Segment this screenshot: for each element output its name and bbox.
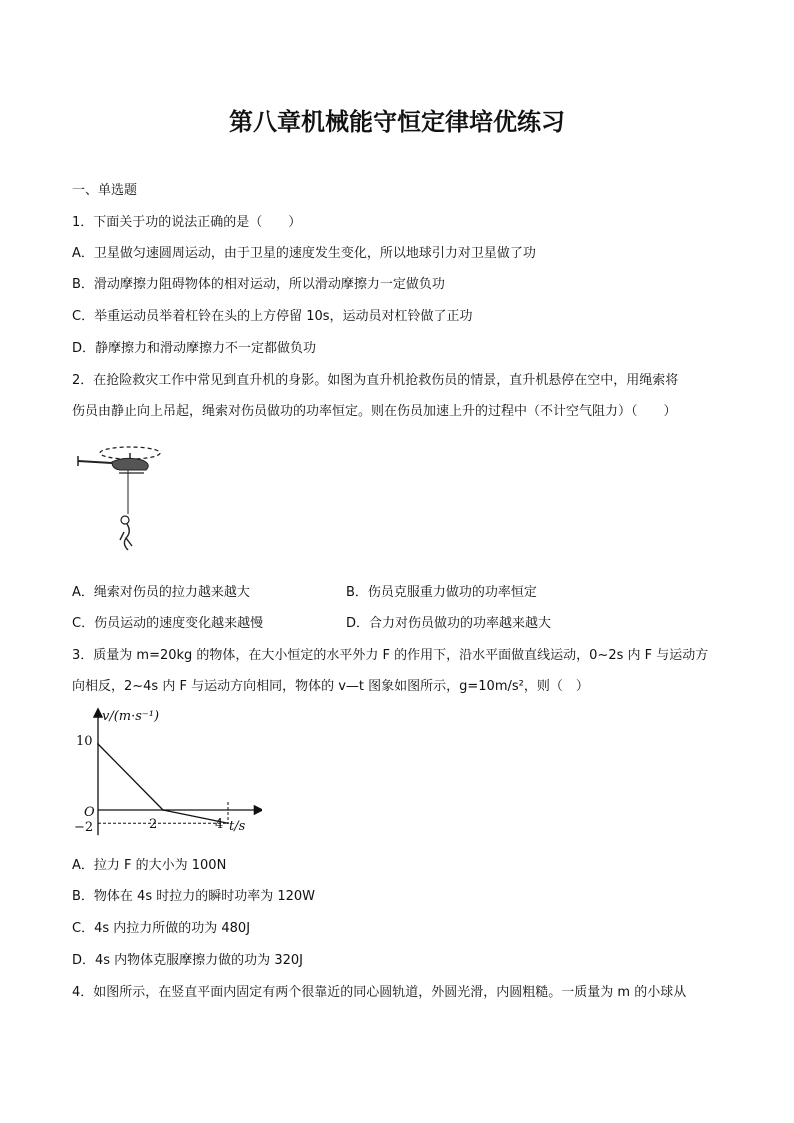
q1-option-d: D．静摩擦力和滑动摩擦力不一定都做负功 [72,341,317,356]
helicopter-body [112,458,148,470]
q1-stem: 1．下面关于功的说法正确的是（ ） [72,215,302,230]
q3-stem-line2: 向相反，2~4s 内 F 与运动方向相同，物体的 v—t 图象如图所示，g=10m/s²，则（ ） [72,679,589,694]
y-tick-label-neg2: −2 [74,820,94,835]
vt-point-1 [162,809,164,811]
q1-option-a: A．卫星做匀速圆周运动，由于卫星的速度发生变化，所以地球引力对卫星做了功 [72,246,536,261]
vt-segment-1 [98,744,163,810]
q2-option-d: D．合力对伤员做功的功率越来越大 [346,616,552,631]
q2-option-b: B．伤员克服重力做功的功率恒定 [346,585,537,600]
casualty-body [120,524,132,550]
q4-stem-line1: 4．如图所示，在竖直平面内固定有两个很靠近的同心圆轨道，外圆光滑，内圆粗糙。一质量为 m 的小球从 [72,985,687,1000]
q3-option-a: A．拉力 F 的大小为 100N [72,858,227,873]
section-heading: 一、单选题 [72,183,138,198]
q2-option-c: C．伤员运动的速度变化越来越慢 [72,616,264,631]
vt-graph [72,704,262,850]
origin-label: O [84,805,95,820]
q2-option-a: A．绳索对伤员的拉力越来越大 [72,585,250,600]
y-axis-label: v/(m·s⁻¹) [102,709,160,724]
q3-stem-line1: 3．质量为 m=20kg 的物体，在大小恒定的水平外力 F 的作用下，沿水平面做直线运动，0~2s 内 F 与运动方 [72,648,709,663]
x-tick-label-4: 4 [215,817,224,832]
q3-option-b: B．物体在 4s 时拉力的瞬时功率为 120W [72,889,316,904]
vt-point-0 [97,743,99,745]
page-title: 第八章机械能守恒定律培优练习 [229,107,565,136]
q1-option-b: B．滑动摩擦力阻碍物体的相对运动，所以滑动摩擦力一定做负功 [72,277,445,292]
x-tick-label-2: 2 [149,817,158,832]
q3-option-d: D．4s 内物体克服摩擦力做的功为 320J [72,953,303,968]
y-tick-label-10: 10 [76,734,93,749]
q3-option-c: C．4s 内拉力所做的功为 480J [72,921,251,936]
helicopter-rescue-figure [72,440,172,562]
casualty-head [121,516,129,524]
tail-boom [78,461,112,463]
x-axis-label: t/s [229,819,246,834]
q2-stem-line1: 2．在抢险救灾工作中常见到直升机的身影。如图为直升机抢救伤员的情景，直升机悬停在空中，用绳索将 [72,373,679,388]
q1-option-c: C．举重运动员举着杠铃在头的上方停留 10s，运动员对杠铃做了正功 [72,309,473,324]
q2-stem-line2: 伤员由静止向上吊起，绳索对伤员做功的功率恒定。则在伤员加速上升的过程中（不计空气阻力）（ ） [72,404,677,419]
